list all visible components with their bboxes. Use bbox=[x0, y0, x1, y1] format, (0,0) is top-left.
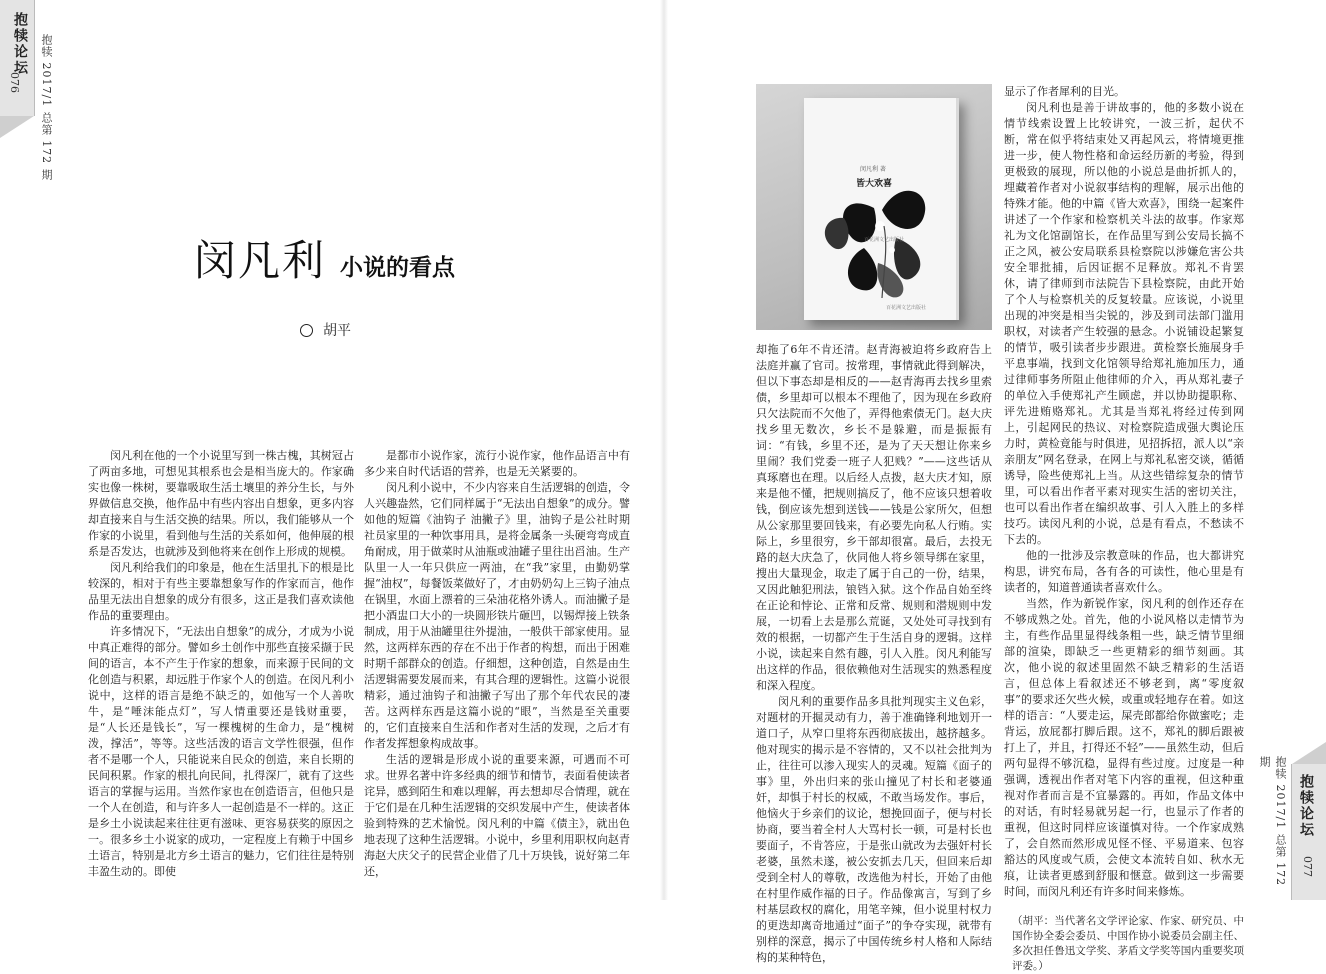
paragraph: 他的一批涉及宗教意味的作品，也大都讲究构思，讲究布局，各有各的可读性，他心里是有读者的，知道普通读者喜欢什么。 bbox=[1004, 549, 1244, 594]
paragraph: 闵凡利小说中，不少内容来自生活逻辑的创造，令人兴趣盎然，它们同样属于“无法出自想象”的成分。譬如他的短篇《油钩子 油撇子》里，油钩子是公社时期社员家里的一种饮事用具，是将金属条一头硬弯弯成直角耐成，用于做菜时从油瓶或油罐子里往出舀油。生产队里一人一年只供应一两油，在“我”家里，由勤奶掌握“油权”，每餐饭菜做好了，才由奶奶勾上三钩子油点在锅里，水面上漂着的三朵油花格外诱人。而油撇子是把小酒盅口大小的一块圆形铁片砸凹，以锡焊接上铁条制成，用于从油罐里往外提油，一般供干部家使用。显然，这两样东西的存在不出于作者的构想，而出于困难时期千部群众的创造。仔细想，这种创造，自然是由生活逻辑需要发展而来，有其合理的逻辑性。这篇小说很精彩，通过油钩子和油撇子写出了那个年代农民的凄苦。这两样东西是这篇小说的“眼”，当然是至关重要的，它们直接来自生活和作者对生活的发现，之后才有作者发挥想象构成故事。 bbox=[364, 481, 630, 750]
section-tab-title: 抱犊论坛 bbox=[12, 12, 28, 76]
paragraph: 生活的逻辑是形成小说的重要来源，可遇而不可求。世界名著中许多经典的细节和情节，表面看使读者诧异，感到陌生和难以理解，再去想却尽合情理，就在于它们是在几种生活逻辑的交织发展中产生，使读者体验到特殊的艺术愉悦。闵凡利的中篇《债主》，就出色地表现了这种生活逻辑。小说中，乡里利用职权向赵青海赵大庆父子的民营企业借了几十万块钱，说好第二年还， bbox=[364, 753, 630, 878]
section-tab-title: 抱犊论坛 bbox=[1298, 774, 1314, 838]
author-name: 胡平 bbox=[323, 323, 351, 339]
circle-icon bbox=[300, 324, 313, 337]
book-cover-photo bbox=[756, 84, 992, 330]
flower-illustration bbox=[804, 98, 956, 320]
text-column-4 bbox=[1004, 84, 1244, 974]
book-author: 闵凡利 著 bbox=[860, 166, 886, 173]
text-column-2 bbox=[364, 448, 630, 880]
tab-corner-left bbox=[0, 116, 34, 138]
issue-info-left: 抱犊 2017/1 总第 172 期 bbox=[40, 34, 53, 181]
text-column-3 bbox=[756, 342, 992, 966]
book-title: 皆大欢喜 bbox=[856, 179, 893, 189]
book-publisher-logo: 百花洲文艺出版社 bbox=[886, 305, 927, 311]
paragraph: 闵凡利给我们的印象是，他在生活里扎下的根是比较深的，相对于有些主要靠想象写作的作家而言，他作品里无法出自想象的成分有很多，这正是我们喜欢读他作品的重要理由。 bbox=[88, 561, 354, 622]
section-tab-right bbox=[1291, 764, 1326, 900]
page-number-right: 077 bbox=[1301, 856, 1314, 877]
paragraph: 闵凡利的重要作品多具批判现实主义色彩，对题材的开掘灵动有力，善于准确锋利地划开一道口子，从窄口里将东西彻底拔出，越挤越多。他对现实的揭示是不容情的，又不以社会批判为止，往往可以渗入现实人的灵魂。短篇《面子的事》里，外出归来的张山撞见了村长和老婆通奸，却惧于村长的权威，不敢当场发作。事后，他恼火于乡亲们的议论，想挽回面子，便与村长协商，要当着全村人大骂村长一顿，可是村长也要面子，不肯答应，于是张山就改为去强奸村长老婆，虽然未遂，被公安抓去几天，但回来后却受到全村人的尊敬，改选他为村长，开始了由他在村里作威作福的日子。作品像寓言，写到了乡村基层政权的腐化，用笔辛辣，但小说里村权力的更迭却离奇地通过“面子”的争夺实现，就带有别样的深意，揭示了中国传统乡村人格和人际结构的某种特色， bbox=[756, 695, 992, 964]
issue-info-right: 抱犊 2017/1 总第 172 期 bbox=[1258, 756, 1287, 887]
paragraph: 是都市小说作家，流行小说作家，他作品语言中有多少来自时代话语的营养，也是无关紧要的。 bbox=[364, 449, 630, 478]
page-number-left: 076 bbox=[8, 72, 21, 93]
text-column-1 bbox=[88, 448, 354, 880]
paragraph: 显示了作者犀利的目光。 bbox=[1004, 85, 1125, 98]
title-subtitle: 小说的看点 bbox=[340, 255, 456, 281]
paragraph: 许多情况下，“无法出自想象”的成分，才成为小说中真正难得的部分。譬如乡土创作中那些直接采撷于民间的语言，本不产生于作家的想象，而来源于民间的文化创造与积累，却远胜于作家个人的创造。在闵凡利小说中，这样的语言是绝不缺乏的，如他写一个人善吹牛，是“唾沫能点灯”，写人情重要还是钱财重要，是“人长还是钱长”，写一棵槐树的生命力，是“槐树泼，撑活”，等等。这些活泼的语言文学性很强，但作者不是哪一个人，只能说来自民众的创造，来自长期的民间积累。作家的根扎向民间，扎得深厂，就有了这些语言的掌握与运用。当然作家也在创造语言，但他只是一个人在创造，和与许多人一起创造是不一样的。这正是乡土小说读起来往往更有滋味、更容易获奖的原因之一。很多乡土小说家的成功，一定程度上有赖于中国乡土语言，特别是北方乡土语言的魅力，它们往往是特别丰盈生动的。即使 bbox=[88, 625, 354, 878]
paragraph: 闵凡利也是善于讲故事的，他的多数小说在情节线索设置上比较讲究，一波三折，起伏不断，常在似乎将结束处又再起风云，将情境更推进一步，使人物性格和命运经历新的考验，得到更极致的展现，所以他的小说总是曲折抓人的，埋藏着作者对小说叙事结构的理解，展示出他的特殊才能。他的中篇《皆大欢喜》，围绕一起案件讲述了一个作家和检察机关斗法的故事。作家郑礼为文化馆副馆长，在作品里写到公安局长搞不正之风，被公安局联系县检察院以涉嫌危害公共安全罪批捕，后因证据不足释放。郑礼不肯罢休，请了律师到市法院告下县检察院，由此开始了个人与检察机关的反复较量。应该说，小说里出现的冲突是相当尖锐的，涉及到司法部门滥用职权，对读者产生较强的悬念。小说铺设起繁复的情节，吸引读者步步跟进。黄检察长施展身手平息事端，找到文化馆领导给郑礼施加压力，通过律师事务所阻止他律师的介入，再从郑礼妻子的单位入手使郑礼产生顾虑，并以协助提职称、评先进贿赂郑礼。尤其是当郑礼将经过传到网上，引起网民的热议、对检察院造成强大舆论压力时，黄检竟能与时俱进，见招拆招，派人以“亲亲朋友”网名登录，在网上与郑礼私密交谈，循循诱导，险些使郑礼上当。从这些错综复杂的情节里，可以看出作者平素对现实生活的密切关注，也可以看出作者在编织故事、引人入胜上的多样技巧。读闵凡利的小说，总是有看点，不愁读不下去的。 bbox=[1004, 101, 1244, 546]
book-cover bbox=[804, 98, 959, 320]
paragraph: 却拖了6年不肯还清。赵青海被迫将乡政府告上法庭并赢了官司。按常理，事情就此得到解决，但以下事态却是相反的——赵青海再去找乡里索债，乡里却可以根本不理他了，因为现在乡政府只欠法院而不欠他了，弄得他索债无门。赵大庆找乡里无数次，乡长不是躲避，而是振振有词：“有钱，乡里不还，是为了天天想让你来乡里闹？我们党委一班子人犯贱？”——这些话从真琢磨也在理。以后经人点拨，赵大庆才知，原来是他不懂，把规则搞反了，他不应该只想着收钱，倒应该先想到送钱——钱是公家所欠，但想从公家那里要回钱来，有必要先向私人行贿。实际上，乡里很穷，乡干部却很富。最后，去投无路的赵大庆急了，伙同他人将乡领导绑在家里，搜出大量现金，取走了属于自己的一份，结果，又因此触犯刑法，锒铛入狱。这个作品自始至终在正论和悖论、正常和反常、规则和潜规则中发展，一切看上去是那么荒诞，又处处可寻找到有效的根据，一切都产生于生活自身的逻辑。这样小说，读起来自然有趣，引人入胜。闵凡利能写出这样的作品，很依赖他对生活现实的熟悉程度和深入程度。 bbox=[756, 343, 992, 692]
title-name: 闵凡利 bbox=[194, 236, 327, 285]
paragraph: 当然，作为新锐作家，闵凡利的创作还存在不够成熟之处。首先，他的小说风格以走情节为主，有些作品里显得线条粗一些，缺乏情节里细部的渲染，即缺乏一些更精彩的细节刻画。其次，他小说的叙述里固然不缺乏精彩的生活语言，但总体上看叙述还不够老到，离“零度叙事”的要求还欠些火候，或重或轻地存在着。如这样的语言：“人要走运，屎壳郎都给你做蜜吃；走背运，放屁都打脚后跟。这不，郑礼的脚后跟被打上了，并且，打得还不轻”——虽然生动，但后两句显得不够沉稳，显得有些过度。过度是一种强调，透视出作者对笔下内容的重视，但这种重视对作者而言是不宜暴露的。再如，作品文体中的对话，有时轻易就另起一行，也显示了作者的重视，但这时同样应该谨慎对待。一个作家成熟了，会自然而然形成见怪不怪、平易道来、包容豁达的风度或气质，会使文本流转自如、秋水无痕，让读者更感到舒服和惬意。做到这一步需要时间，而闵凡利还有许多时间来修炼。 bbox=[1004, 597, 1244, 898]
book-publisher: 百花洲文艺出版社 bbox=[864, 237, 905, 243]
article-title bbox=[194, 228, 455, 288]
tab-corner-right bbox=[1292, 742, 1326, 764]
page-spine bbox=[660, 0, 668, 900]
byline bbox=[300, 320, 351, 340]
author-note: （胡平：当代著名文学评论家、作家、研究员、中国作协全委会委员、中国作协小说委员会副主任、多次担任鲁迅文学奖、茅盾文学奖等国内重要奖项评委。） bbox=[1012, 915, 1244, 972]
paragraph: 闵凡利在他的一个小说里写到一株古槐，其树冠占了两亩多地，可想见其根系也会是相当庞大的。作家确实也像一株树，要靠吸取生活土壤里的养分生长，与外界做信息交换，他作品中有些内容出自想象，更多内容却直接来自与生活交换的结果。所以，我们能够从一个作家的小说里，看到他与生活的关系如何，他伸展的根系是否发达，也就涉及到他将来在创作上形成的规模。 bbox=[88, 449, 354, 558]
section-tab-left bbox=[0, 0, 35, 116]
